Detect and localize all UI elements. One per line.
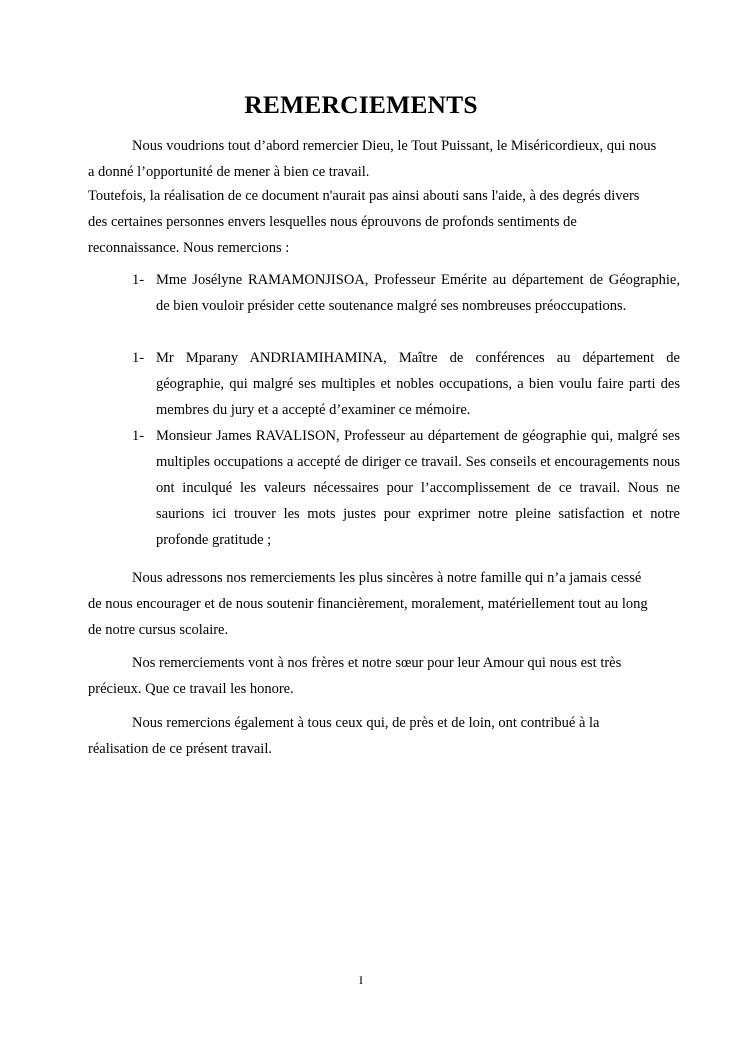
list-item	[132, 267, 680, 319]
list-item-text: Mme Josélyne RAMAMONJISOA, Professeur Emérite au département de Géographie, de bien vouloir présider cette soutenance malgré ses nombreuses préoccupations.	[156, 272, 680, 314]
list-item-text: Mr Mparany ANDRIAMIHAMINA, Maître de conférences au département de géographie, qui malgré ses multiples et nobles occupations, a bien voulu faire parti des membres du jury et a accepté d’examiner ce mémoire.	[156, 350, 680, 418]
list-item-number: 1-	[132, 272, 145, 288]
list-item-number: 1-	[132, 350, 145, 366]
page-title: REMERCIEMENTS	[244, 90, 478, 119]
intro-paragraph-1: Nous voudrions tout d’abord remercier Dieu, le Tout Puissant, le Miséricordieux, qui nous a donné l’opportunité de mener à bien ce travail.	[88, 138, 657, 180]
siblings-paragraph: Nos remerciements vont à nos frères et notre sœur pour leur Amour qui nous est très précieux. Que ce travail les honore.	[88, 655, 622, 697]
list-item-number: 1-	[132, 428, 145, 444]
list-item-text: Monsieur James RAVALISON, Professeur au département de géographie qui, malgré ses multiples occupations a accepté de diriger ce travail. Ses conseils et encouragements nous ont inculqué les valeurs nécessaires pour l’accomplissement de ce travail. Nous ne saurions ici trouver les mots justes pour exprimer notre pleine satisfaction et notre profonde gratitude ;	[156, 428, 680, 548]
closing-paragraph: Nous remercions également à tous ceux qui, de près et de loin, ont contribué à la réalisation de ce présent travail.	[88, 715, 600, 757]
intro-paragraph-2: Toutefois, la réalisation de ce document n'aurait pas ainsi abouti sans l'aide, à des degrés divers des certaines personnes envers lesquelles nous éprouvons de profonds sentiments de reconnaissance. Nous remercions :	[88, 188, 640, 256]
page-number: I	[359, 973, 363, 987]
list-item	[132, 345, 680, 423]
list-item	[132, 423, 680, 553]
family-paragraph: Nous adressons nos remerciements les plus sincères à notre famille qui n’a jamais cessé de nous encourager et de nous soutenir financièrement, moralement, matériellement tout au long de notre cursus scolaire.	[88, 570, 648, 638]
